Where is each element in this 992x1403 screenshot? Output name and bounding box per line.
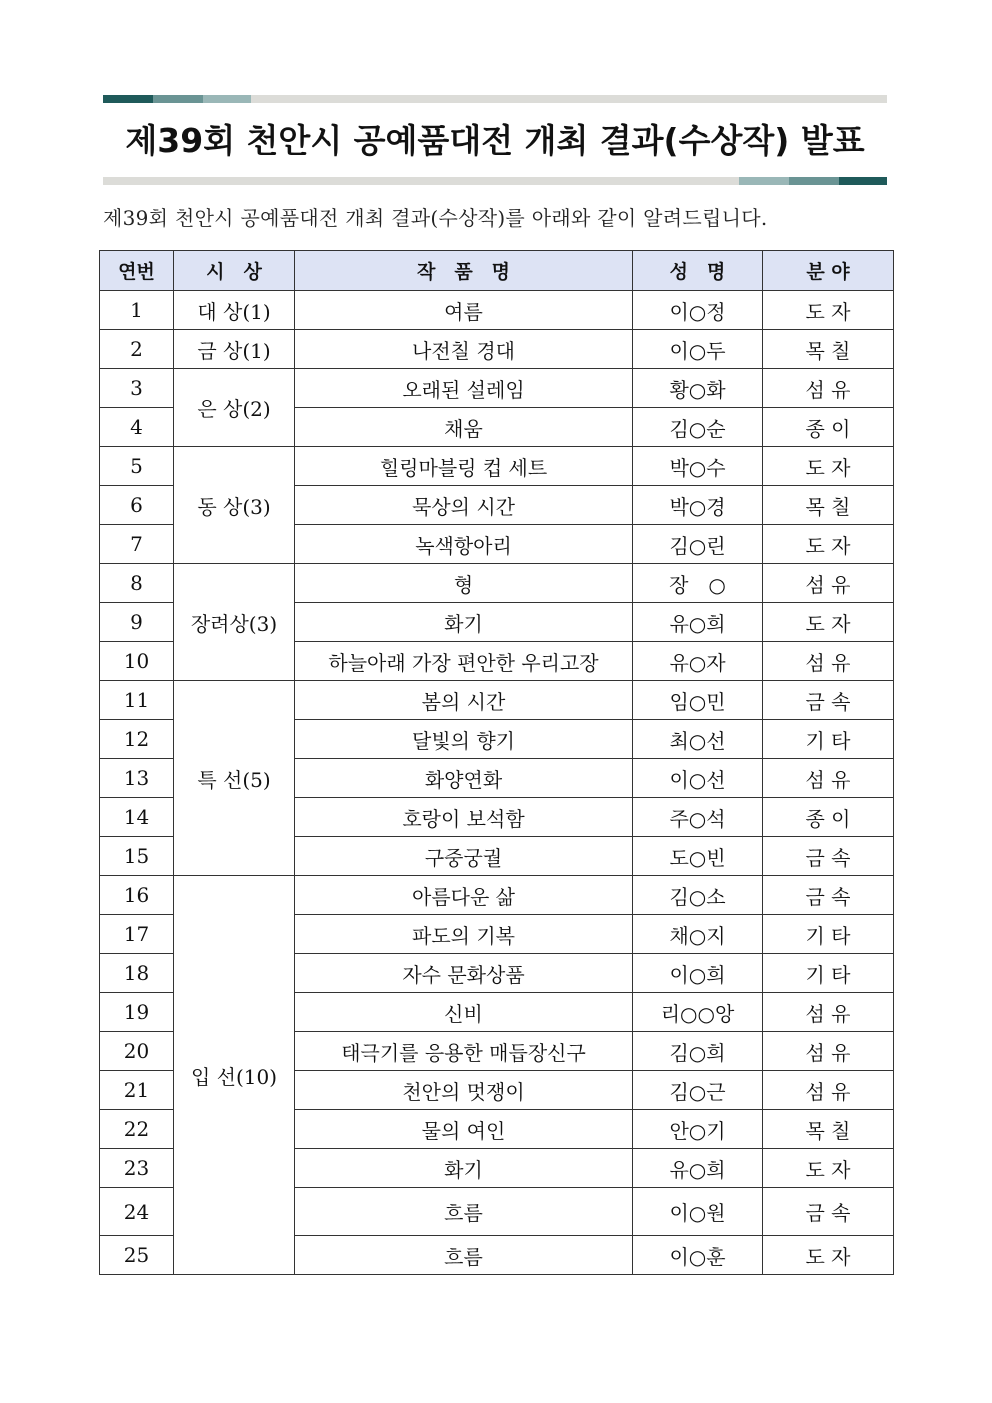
cell-field: 섬 유 xyxy=(763,993,894,1032)
cell-name: 김○순 xyxy=(633,408,763,447)
cell-work: 화기 xyxy=(295,603,633,642)
cell-field: 목 칠 xyxy=(763,486,894,525)
cell-name: 김○근 xyxy=(633,1071,763,1110)
cell-number: 12 xyxy=(100,720,174,759)
cell-number: 15 xyxy=(100,837,174,876)
cell-award: 입 선(10) xyxy=(174,876,295,1275)
cell-field: 섬 유 xyxy=(763,759,894,798)
cell-work: 오래된 설레임 xyxy=(295,369,633,408)
cell-name: 주○석 xyxy=(633,798,763,837)
cell-name: 김○린 xyxy=(633,525,763,564)
cell-work: 형 xyxy=(295,564,633,603)
cell-field: 섬 유 xyxy=(763,1071,894,1110)
table-row xyxy=(100,876,894,915)
cell-number: 13 xyxy=(100,759,174,798)
cell-number: 1 xyxy=(100,291,174,330)
cell-name: 박○수 xyxy=(633,447,763,486)
awards-table xyxy=(99,250,894,1275)
page-title: 제39회 천안시 공예품대전 개최 결과(수상작) 발표 xyxy=(125,121,865,160)
cell-number: 4 xyxy=(100,408,174,447)
cell-award: 금 상(1) xyxy=(174,330,295,369)
cell-work: 천안의 멋쟁이 xyxy=(295,1071,633,1110)
cell-number: 7 xyxy=(100,525,174,564)
cell-number: 17 xyxy=(100,915,174,954)
cell-work: 달빛의 향기 xyxy=(295,720,633,759)
cell-work: 녹색항아리 xyxy=(295,525,633,564)
cell-work: 호랑이 보석함 xyxy=(295,798,633,837)
cell-name: 이○희 xyxy=(633,954,763,993)
title-bar-top-accent xyxy=(203,95,251,103)
table-row xyxy=(100,681,894,720)
cell-name: 리○○앙 xyxy=(633,993,763,1032)
title-bar-bottom-accent xyxy=(739,177,789,185)
cell-number: 9 xyxy=(100,603,174,642)
cell-work: 여름 xyxy=(295,291,633,330)
cell-field: 섬 유 xyxy=(763,564,894,603)
cell-field: 종 이 xyxy=(763,408,894,447)
cell-work: 나전칠 경대 xyxy=(295,330,633,369)
cell-field: 기 타 xyxy=(763,720,894,759)
cell-award: 장려상(3) xyxy=(174,564,295,681)
cell-field: 금 속 xyxy=(763,876,894,915)
cell-number: 19 xyxy=(100,993,174,1032)
cell-name: 장 ○ xyxy=(633,564,763,603)
cell-field: 도 자 xyxy=(763,603,894,642)
cell-name: 이○훈 xyxy=(633,1236,763,1275)
cell-name: 황○화 xyxy=(633,369,763,408)
cell-name: 최○선 xyxy=(633,720,763,759)
cell-number: 14 xyxy=(100,798,174,837)
cell-work: 자수 문화상품 xyxy=(295,954,633,993)
cell-number: 11 xyxy=(100,681,174,720)
cell-number: 16 xyxy=(100,876,174,915)
cell-number: 8 xyxy=(100,564,174,603)
cell-work: 파도의 기복 xyxy=(295,915,633,954)
cell-field: 기 타 xyxy=(763,954,894,993)
cell-name: 임○민 xyxy=(633,681,763,720)
cell-number: 24 xyxy=(100,1188,174,1236)
title-bar-bottom-accent xyxy=(839,177,887,185)
cell-number: 18 xyxy=(100,954,174,993)
cell-number: 5 xyxy=(100,447,174,486)
cell-number: 6 xyxy=(100,486,174,525)
cell-number: 20 xyxy=(100,1032,174,1071)
cell-name: 안○기 xyxy=(633,1110,763,1149)
cell-award: 은 상(2) xyxy=(174,369,295,447)
cell-work: 힐링마블링 컵 세트 xyxy=(295,447,633,486)
cell-field: 도 자 xyxy=(763,525,894,564)
cell-field: 목 칠 xyxy=(763,1110,894,1149)
cell-number: 3 xyxy=(100,369,174,408)
cell-number: 10 xyxy=(100,642,174,681)
cell-work: 채움 xyxy=(295,408,633,447)
cell-name: 이○원 xyxy=(633,1188,763,1236)
cell-field: 도 자 xyxy=(763,1149,894,1188)
header-name: 성 명 xyxy=(633,251,763,291)
cell-work: 화기 xyxy=(295,1149,633,1188)
cell-name: 이○두 xyxy=(633,330,763,369)
cell-work: 물의 여인 xyxy=(295,1110,633,1149)
cell-number: 23 xyxy=(100,1149,174,1188)
cell-field: 도 자 xyxy=(763,447,894,486)
table-row xyxy=(100,564,894,603)
header-field: 분 야 xyxy=(763,251,894,291)
cell-award: 특 선(5) xyxy=(174,681,295,876)
cell-name: 채○지 xyxy=(633,915,763,954)
table-header-row xyxy=(100,251,894,291)
cell-work: 태극기를 응용한 매듭장신구 xyxy=(295,1032,633,1071)
cell-work: 흐름 xyxy=(295,1188,633,1236)
cell-name: 김○소 xyxy=(633,876,763,915)
cell-name: 유○희 xyxy=(633,1149,763,1188)
cell-field: 섬 유 xyxy=(763,369,894,408)
cell-field: 종 이 xyxy=(763,798,894,837)
cell-field: 금 속 xyxy=(763,681,894,720)
cell-name: 이○정 xyxy=(633,291,763,330)
cell-number: 2 xyxy=(100,330,174,369)
cell-work: 봄의 시간 xyxy=(295,681,633,720)
title-bar-bottom-accent xyxy=(789,177,839,185)
cell-award: 동 상(3) xyxy=(174,447,295,564)
intro-text: 제39회 천안시 공예품대전 개최 결과(수상작)를 아래와 같이 알려드립니다. xyxy=(103,206,768,230)
cell-name: 김○희 xyxy=(633,1032,763,1071)
title-bar-top-accent xyxy=(103,95,153,103)
cell-field: 금 속 xyxy=(763,837,894,876)
cell-field: 기 타 xyxy=(763,915,894,954)
cell-name: 유○자 xyxy=(633,642,763,681)
table-row xyxy=(100,447,894,486)
cell-work: 신비 xyxy=(295,993,633,1032)
cell-name: 도○빈 xyxy=(633,837,763,876)
title-bar-top-accent xyxy=(153,95,203,103)
cell-work: 하늘아래 가장 편안한 우리고장 xyxy=(295,642,633,681)
header-work: 작 품 명 xyxy=(295,251,633,291)
cell-field: 섬 유 xyxy=(763,1032,894,1071)
cell-field: 도 자 xyxy=(763,291,894,330)
cell-name: 유○희 xyxy=(633,603,763,642)
cell-work: 흐름 xyxy=(295,1236,633,1275)
cell-work: 화양연화 xyxy=(295,759,633,798)
table-row xyxy=(100,369,894,408)
cell-name: 이○선 xyxy=(633,759,763,798)
cell-number: 21 xyxy=(100,1071,174,1110)
cell-number: 25 xyxy=(100,1236,174,1275)
cell-name: 박○경 xyxy=(633,486,763,525)
cell-field: 도 자 xyxy=(763,1236,894,1275)
cell-work: 아름다운 삶 xyxy=(295,876,633,915)
cell-field: 금 속 xyxy=(763,1188,894,1236)
cell-work: 구중궁궐 xyxy=(295,837,633,876)
table-row xyxy=(100,330,894,369)
header-award: 시 상 xyxy=(174,251,295,291)
table-row xyxy=(100,291,894,330)
cell-field: 목 칠 xyxy=(763,330,894,369)
cell-field: 섬 유 xyxy=(763,642,894,681)
header-number: 연번 xyxy=(100,251,174,291)
cell-award: 대 상(1) xyxy=(174,291,295,330)
cell-work: 묵상의 시간 xyxy=(295,486,633,525)
cell-number: 22 xyxy=(100,1110,174,1149)
